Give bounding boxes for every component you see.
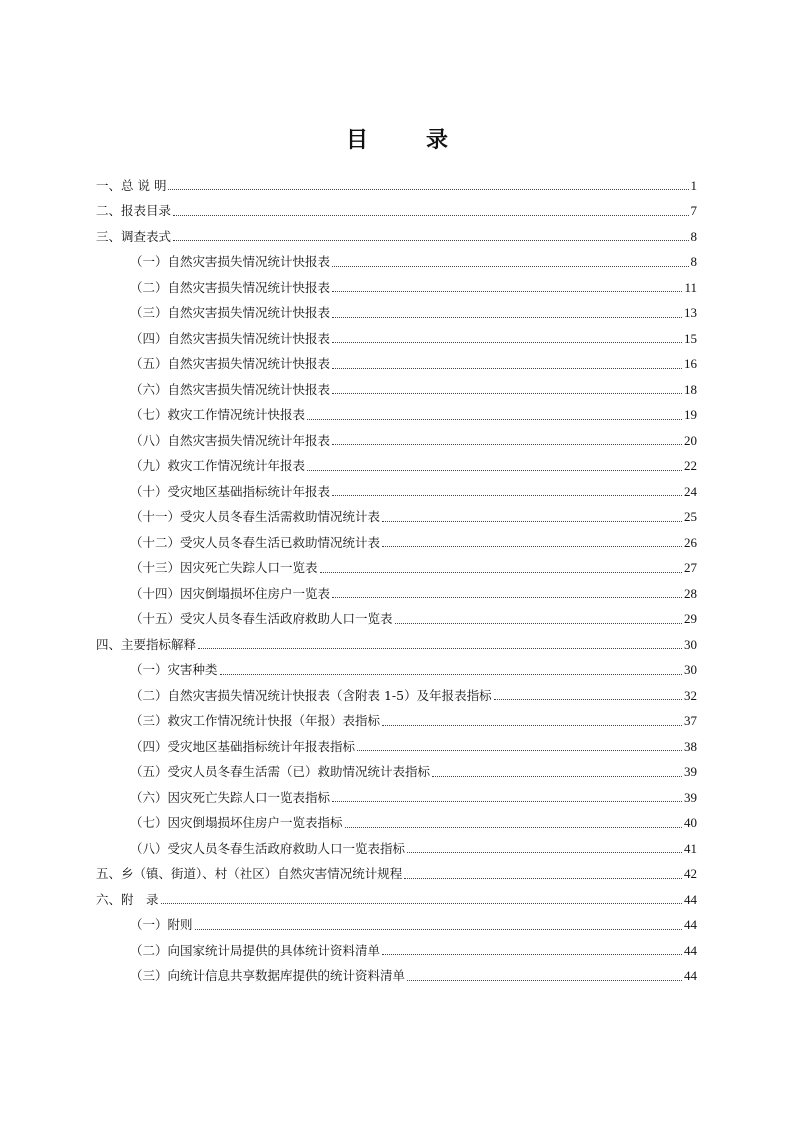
dot-leader <box>307 419 682 420</box>
toc-entry[interactable] <box>96 250 697 276</box>
toc-entry[interactable] <box>96 811 697 837</box>
toc-entry[interactable] <box>96 326 697 352</box>
toc-entry-page-number: 37 <box>684 713 697 729</box>
toc-entry-page-number: 13 <box>684 305 697 321</box>
toc-entry-page-number: 19 <box>684 407 697 423</box>
toc-entry-page-number: 29 <box>684 611 697 627</box>
toc-entry-label: （四）受灾地区基础指标统计年报表指标 <box>130 738 356 754</box>
page-title: 目 录 <box>345 128 466 153</box>
dot-leader <box>407 852 682 853</box>
dot-leader <box>332 291 682 292</box>
toc-entry-label: （六）自然灾害损失情况统计快报表 <box>130 381 331 397</box>
toc-entry[interactable] <box>96 199 697 225</box>
toc-entry[interactable] <box>96 428 697 454</box>
toc-entry[interactable] <box>96 658 697 684</box>
toc-entry-label: （十五）受灾人员冬春生活政府救助人口一览表 <box>130 611 393 627</box>
dot-leader <box>332 368 682 369</box>
toc-entry[interactable] <box>96 785 697 811</box>
toc-entry-page-number: 44 <box>684 917 697 933</box>
toc-entry-page-number: 42 <box>684 866 697 882</box>
dot-leader <box>404 878 682 879</box>
dot-leader <box>345 827 682 828</box>
toc-entry-label: （十三）因灾死亡失踪人口一览表 <box>130 560 318 576</box>
toc-entry[interactable] <box>96 377 697 403</box>
toc-entry-page-number: 22 <box>684 458 697 474</box>
dot-leader <box>320 572 682 573</box>
dot-leader <box>332 317 682 318</box>
dot-leader <box>332 495 682 496</box>
toc-entry[interactable] <box>96 454 697 480</box>
toc-entry[interactable] <box>96 275 697 301</box>
toc-entry-label: 一、总 说 明 <box>96 177 167 193</box>
toc-entry-label: （五）受灾人员冬春生活需（已）救助情况统计表指标 <box>130 764 431 780</box>
toc-entry-label: （三）救灾工作情况统计快报（年报）表指标 <box>130 713 381 729</box>
toc-entry-label: （一）灾害种类 <box>130 662 218 678</box>
dot-leader <box>357 750 682 751</box>
toc-entry-label: （二）自然灾害损失情况统计快报表（含附表 1-5）及年报表指标 <box>130 687 492 703</box>
toc-entry[interactable] <box>96 862 697 888</box>
toc-entry-page-number: 1 <box>690 177 697 193</box>
dot-leader <box>382 521 682 522</box>
dot-leader <box>494 699 682 700</box>
toc-entry-page-number: 28 <box>684 585 697 601</box>
toc-entry-page-number: 27 <box>684 560 697 576</box>
toc-entry-label: （七）救灾工作情况统计快报表 <box>130 407 306 423</box>
dot-leader <box>432 776 682 777</box>
toc-entry[interactable] <box>96 760 697 786</box>
dot-leader <box>382 725 682 726</box>
toc-entry-page-number: 20 <box>684 432 697 448</box>
dot-leader <box>307 470 682 471</box>
toc-entry[interactable] <box>96 607 697 633</box>
toc-entry[interactable] <box>96 403 697 429</box>
dot-leader <box>173 240 688 241</box>
toc-entry-label: （九）救灾工作情况统计年报表 <box>130 458 306 474</box>
dot-leader <box>395 623 682 624</box>
toc-entry[interactable] <box>96 709 697 735</box>
toc-entry-page-number: 25 <box>684 509 697 525</box>
dot-leader <box>168 189 688 190</box>
dot-leader <box>332 597 682 598</box>
toc-entry-page-number: 8 <box>690 228 697 244</box>
toc-entry-page-number: 41 <box>684 840 697 856</box>
dot-leader <box>198 648 682 649</box>
toc-entry-page-number: 16 <box>684 356 697 372</box>
dot-leader <box>161 903 682 904</box>
toc-entry-page-number: 30 <box>684 662 697 678</box>
toc-entry-page-number: 44 <box>684 968 697 984</box>
dot-leader <box>332 444 682 445</box>
toc-entry-label: （十）受灾地区基础指标统计年报表 <box>130 483 331 499</box>
toc-entry-label: （三）自然灾害损失情况统计快报表 <box>130 305 331 321</box>
toc-entry[interactable] <box>96 556 697 582</box>
toc-entry-page-number: 44 <box>684 891 697 907</box>
table-of-contents <box>96 173 697 989</box>
dot-leader <box>332 801 682 802</box>
toc-entry[interactable] <box>96 352 697 378</box>
toc-entry-label: （四）自然灾害损失情况统计快报表 <box>130 330 331 346</box>
toc-entry-label: （十一）受灾人员冬春生活需救助情况统计表 <box>130 509 381 525</box>
toc-entry-label: （十四）因灾倒塌损坏住房户一览表 <box>130 585 331 601</box>
toc-entry[interactable] <box>96 913 697 939</box>
toc-entry[interactable] <box>96 836 697 862</box>
toc-entry-label: （一）自然灾害损失情况统计快报表 <box>130 254 331 270</box>
toc-entry[interactable] <box>96 938 697 964</box>
toc-entry-label: （五）自然灾害损失情况统计快报表 <box>130 356 331 372</box>
toc-entry-label: 三、调查表式 <box>96 228 172 244</box>
toc-entry[interactable] <box>96 479 697 505</box>
toc-entry-page-number: 40 <box>684 815 697 831</box>
toc-entry-label: （八）受灾人员冬春生活政府救助人口一览表指标 <box>130 840 406 856</box>
dot-leader <box>332 266 688 267</box>
dot-leader <box>407 980 682 981</box>
toc-entry[interactable] <box>96 887 697 913</box>
toc-entry-page-number: 11 <box>684 279 697 295</box>
toc-entry[interactable] <box>96 173 697 199</box>
toc-entry-label: 五、乡（镇、街道）、村（社区）自然灾害情况统计规程 <box>96 866 403 882</box>
dot-leader <box>173 215 688 216</box>
toc-entry-page-number: 7 <box>690 203 697 219</box>
toc-entry-label: （三）向统计信息共享数据库提供的统计资料清单 <box>130 968 406 984</box>
dot-leader <box>332 393 682 394</box>
toc-entry-page-number: 30 <box>684 636 697 652</box>
dot-leader <box>382 546 682 547</box>
toc-entry[interactable] <box>96 505 697 531</box>
dot-leader <box>195 929 682 930</box>
toc-entry-page-number: 26 <box>684 534 697 550</box>
dot-leader <box>220 674 682 675</box>
toc-entry-label: （八）自然灾害损失情况统计年报表 <box>130 432 331 448</box>
toc-entry-page-number: 15 <box>684 330 697 346</box>
toc-entry[interactable] <box>96 964 697 990</box>
toc-entry[interactable] <box>96 632 697 658</box>
toc-entry-label: （二）向国家统计局提供的具体统计资料清单 <box>130 942 381 958</box>
toc-entry-label: 二、报表目录 <box>96 203 172 219</box>
toc-entry-label: 四、主要指标解释 <box>96 636 197 652</box>
toc-entry-page-number: 39 <box>684 764 697 780</box>
toc-entry-page-number: 44 <box>684 942 697 958</box>
toc-entry-label: （六）因灾死亡失踪人口一览表指标 <box>130 789 331 805</box>
toc-entry-page-number: 32 <box>684 687 697 703</box>
toc-entry-page-number: 8 <box>690 254 697 270</box>
dot-leader <box>382 954 682 955</box>
toc-entry[interactable] <box>96 581 697 607</box>
toc-entry-page-number: 18 <box>684 381 697 397</box>
toc-entry-label: （一）附则 <box>130 917 193 933</box>
toc-entry-page-number: 24 <box>684 483 697 499</box>
toc-entry-label: （七）因灾倒塌损坏住房户一览表指标 <box>130 815 343 831</box>
toc-entry-label: （二）自然灾害损失情况统计快报表 <box>130 279 331 295</box>
toc-entry-label: （十二）受灾人员冬春生活已救助情况统计表 <box>130 534 381 550</box>
toc-entry[interactable] <box>96 224 697 250</box>
toc-entry[interactable] <box>96 530 697 556</box>
toc-entry-page-number: 38 <box>684 738 697 754</box>
toc-entry[interactable] <box>96 683 697 709</box>
toc-entry[interactable] <box>96 301 697 327</box>
toc-entry-label: 六、附 录 <box>96 891 159 907</box>
toc-entry-page-number: 39 <box>684 789 697 805</box>
dot-leader <box>332 342 682 343</box>
toc-entry[interactable] <box>96 734 697 760</box>
